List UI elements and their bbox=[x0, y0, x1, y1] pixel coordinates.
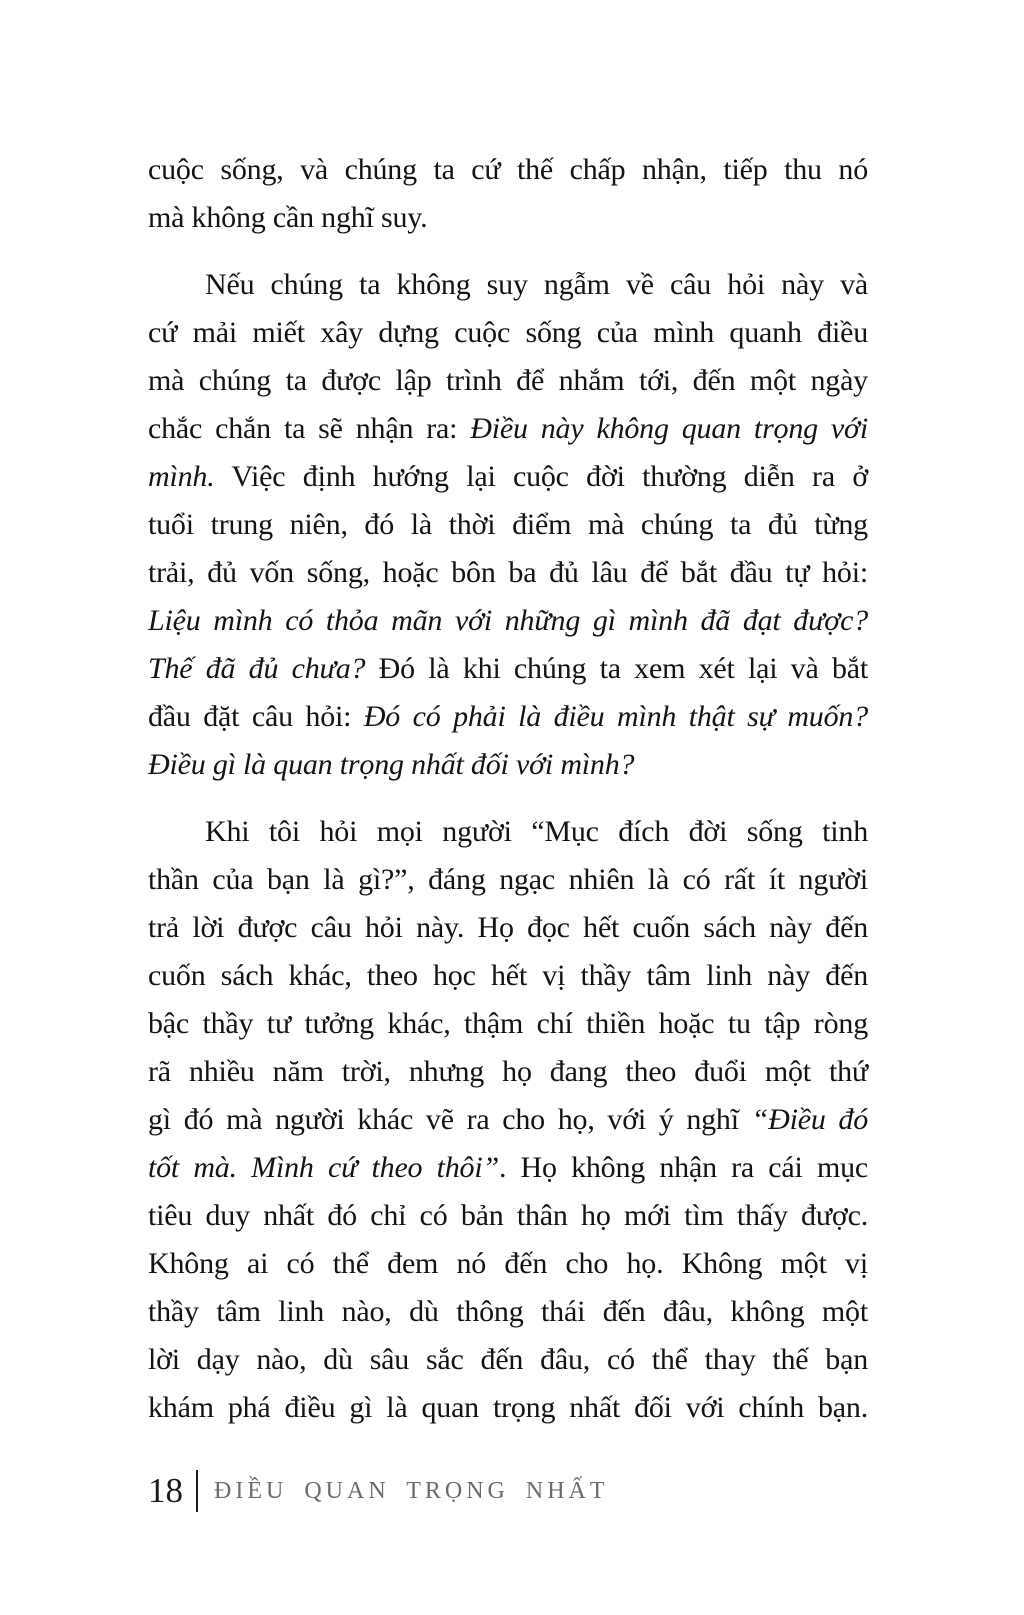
italic-text: Thế đã đủ chưa? bbox=[148, 652, 366, 685]
text-line bbox=[148, 1144, 868, 1192]
text-line bbox=[148, 645, 868, 693]
text-line bbox=[148, 194, 868, 242]
italic-text: tốt mà. Mình cứ theo thôi” bbox=[148, 1151, 499, 1184]
page-footer bbox=[148, 1466, 609, 1516]
body-text: trải, đủ vốn sống, hoặc bôn ba đủ lâu để bắt đầu tự hỏi: bbox=[148, 556, 868, 589]
text-line bbox=[148, 357, 868, 405]
text-line bbox=[148, 952, 868, 1000]
italic-text: Liệu mình có thỏa mãn với những gì mình đã đạt được? bbox=[148, 604, 868, 637]
body-text: Nếu chúng ta không suy ngẫm về câu hỏi này và bbox=[205, 268, 868, 301]
footer-divider bbox=[196, 1470, 198, 1512]
body-text: thầy tâm linh nào, dù thông thái đến đâu, không một bbox=[148, 1295, 868, 1328]
text-line bbox=[148, 1240, 868, 1288]
text-line bbox=[148, 405, 868, 453]
paragraph bbox=[148, 146, 868, 242]
body-text: mà chúng ta được lập trình để nhắm tới, đến một ngày bbox=[148, 364, 868, 397]
body-text: trả lời được câu hỏi này. Họ đọc hết cuốn sách này đến bbox=[148, 911, 868, 944]
body-text: cứ mải miết xây dựng cuộc sống của mình quanh điều bbox=[148, 316, 868, 349]
page-number: 18 bbox=[148, 1471, 183, 1510]
book-title: ĐIỀU QUAN TRỌNG NHẤT bbox=[214, 1478, 609, 1504]
body-text: bậc thầy tư tưởng khác, thậm chí thiền hoặc tu tập ròng bbox=[148, 1007, 868, 1040]
italic-text: Đó có phải là điều mình thật sự muốn? bbox=[363, 700, 868, 733]
text-line bbox=[148, 453, 868, 501]
body-text: . Họ không nhận ra cái mục bbox=[498, 1151, 868, 1184]
text-block bbox=[148, 146, 868, 1451]
text-line bbox=[148, 1000, 868, 1048]
text-line bbox=[148, 1048, 868, 1096]
body-text: khám phá điều gì là quan trọng nhất đối với chính bạn. bbox=[148, 1391, 868, 1424]
body-text: thần của bạn là gì?”, đáng ngạc nhiên là có rất ít người bbox=[148, 863, 868, 896]
text-line bbox=[148, 808, 868, 856]
text-line bbox=[148, 693, 868, 741]
text-line bbox=[148, 309, 868, 357]
text-line bbox=[148, 1336, 868, 1384]
body-text: tiêu duy nhất đó chỉ có bản thân họ mới tìm thấy được. bbox=[148, 1199, 868, 1232]
text-line bbox=[148, 501, 868, 549]
body-text: đầu đặt câu hỏi: bbox=[148, 700, 364, 733]
text-line bbox=[148, 1192, 868, 1240]
text-line bbox=[148, 549, 868, 597]
text-line bbox=[148, 1096, 868, 1144]
italic-text: Điều này không quan trọng với bbox=[470, 412, 868, 445]
body-text: gì đó mà người khác vẽ ra cho họ, với ý nghĩ bbox=[148, 1103, 752, 1136]
paragraph bbox=[148, 261, 868, 789]
body-text: mà không cần nghĩ suy. bbox=[148, 201, 428, 234]
body-text: cuốn sách khác, theo học hết vị thầy tâm linh này đến bbox=[148, 959, 868, 992]
paragraph bbox=[148, 808, 868, 1432]
body-text: Không ai có thể đem nó đến cho họ. Không một vị bbox=[148, 1247, 868, 1280]
body-text: Việc định hướng lại cuộc đời thường diễn ra ở bbox=[214, 460, 868, 493]
italic-text: “Điều đó bbox=[751, 1103, 869, 1136]
body-text: lời dạy nào, dù sâu sắc đến đâu, có thể thay thế bạn bbox=[148, 1343, 868, 1376]
text-line bbox=[148, 1384, 868, 1432]
text-line bbox=[148, 1288, 868, 1336]
body-text: Đó là khi chúng ta xem xét lại và bắt bbox=[365, 652, 868, 685]
body-text: Khi tôi hỏi mọi người “Mục đích đời sống tinh bbox=[205, 815, 868, 848]
text-line bbox=[148, 146, 868, 194]
body-text: rã nhiều năm trời, nhưng họ đang theo đuổi một thứ bbox=[148, 1055, 868, 1088]
body-text: tuổi trung niên, đó là thời điểm mà chúng ta đủ từng bbox=[148, 508, 868, 541]
text-line bbox=[148, 261, 868, 309]
text-line bbox=[148, 856, 868, 904]
text-line bbox=[148, 904, 868, 952]
text-line bbox=[148, 741, 868, 789]
text-line bbox=[148, 597, 868, 645]
body-text: cuộc sống, và chúng ta cứ thế chấp nhận, tiếp thu nó bbox=[148, 153, 868, 186]
italic-text: mình. bbox=[148, 460, 215, 493]
italic-text: Điều gì là quan trọng nhất đối với mình? bbox=[148, 748, 635, 781]
body-text: chắc chắn ta sẽ nhận ra: bbox=[148, 412, 471, 445]
